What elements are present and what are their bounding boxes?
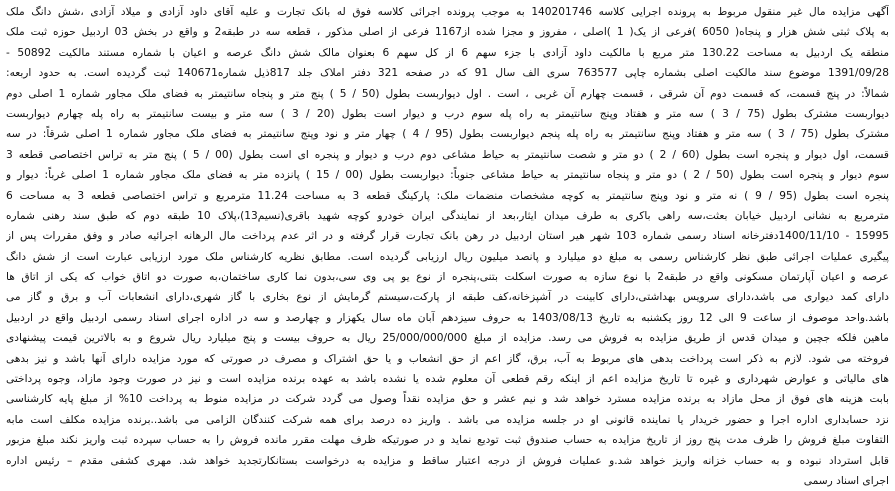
notice-line-15: دارای کمد دیواری می باشد،دارای سرویس بهداشتی،دارای کابینت در آشپزخانه،کف طبقه از پارکت،سیستم گرمایش از نوع بخاری با گاز شهری،دارای انشعابات آب و برق و گاز می: [6, 291, 889, 304]
notice-line-4: 1391/09/28 موضوع سند مالکیت اصلی بشماره چاپی 763577 سری الف سال 91 که در صفحه 321 دفتر املاک جلد 817ذیل شماره140671 ثبت گردیده است. به حدود اربعه:: [6, 67, 889, 80]
notice-line-18: فروخته می شود. لازم به ذکر است پرداخت بدهی های مربوط به آب، برق، گاز اعم از حق انشعاب و یا حق اشتراک و مصرف در صورتی که مورد مزایده دارای آنها باشد و نیز بدهی: [6, 352, 889, 365]
notice-line-2: به پلاک ثبتی شش هزار و پنجاه( 6050 )فرعی از یک( 1 )اصلی ، مفروز و مجزا شده از1167 فرعی از اصلی مذکور ، قطعه سه در طبقه2 و واقع در بخش 03 اردبیل حوزه ثبت ملک: [6, 26, 889, 39]
notice-line-23: قابل استرداد نبوده و به حساب خزانه واریز خواهد شد.و عملیات فروش از درجه اعتبار ساقط و مزایده به درخواست بستانکارتجدید خواهد شد. مهری کشفی مقدم – رئیس اداره: [6, 454, 889, 467]
notice-line-16: باشد.واحد موصوف از ساعت 9 الی 12 روز یکشنبه به تاریخ 1403/08/13 به حروف سیزدهم آبان ماه سال یکهزار و چهارصد و سه در اداره اجرای اسناد رسمی اردبیل واقع در اردبیل: [6, 311, 889, 324]
notice-line-19: های مالیاتی و عوارض شهرداری و غیره تا تاریخ مزایده اعم از اینکه رقم قطعی آن معلوم شده یا نشده باشد به عهده برنده مزایده است و نیز در صورت وجود مازاد، وجوه پرداختی: [6, 373, 889, 386]
notice-line-8: قسمت، اول دیوار و پنجره است بطول (60 / 2 ) دو متر و شصت سانتیمتر به حیاط مشاعی دوم درب و دیوار و پنجره ای است بطول (00 / 5 ) پنج متر به تراس اختصاصی قطعه 3: [6, 148, 889, 161]
notice-line-13: پیگیری عملیات اجرائی طبق نظر کارشناس رسمی به مبلغ دو میلیارد و پانصد میلیون ریال ارزیابی گردیده است. مطابق نظریه کارشناس ملک مورد ارزیابی عبارت است از شش دانگ: [6, 250, 889, 263]
notice-line-20: بابت هزینه های فوق از محل مازاد به برنده مزایده مسترد خواهد شد و نیم عشر و حق مزایده نقداً وصول می گردد شرکت در مزایده منوط به پرداخت 10% از مبلغ پایه کارشناسی: [6, 393, 889, 406]
notice-line-21: نزد حسابداری اداره اجرا و حضور خریدار یا نماینده قانونی او در جلسه مزایده می باشد . واریز ده درصد برای همه شرکت کنندگان الزامی می باشد..برنده مزایده مکلف است مابه: [6, 413, 889, 426]
notice-line-24: اجرای اسناد رسمی: [803, 474, 889, 487]
notice-line-17: ماهین فلکه جچین و میدان قدس از طریق مزایده به فروش می رسد. مزایده از مبلغ 25/000/000/000 ریال به حروف بیست و پنج میلیارد ریال شروع و به بالاترین قیمت پیشنهادی: [6, 332, 889, 345]
notice-line-7: مشترک بطول (75 / 3 ) سه متر و هفتاد وپنج سانتیمتر به راه پله پنجم دیواربست بطول (95 / 4 ) چهار متر و نود وپنج سانتیمتر به فضای ملک مجاور شماره 1 اصلی شرقاً: در سه: [6, 128, 889, 141]
notice-line-9: سوم دیوار و پنجره است بطول (50 / 2 ) دو متر و پنجاه سانتیمتر به حیاط مشاعی جنوباً: دیواربست بطول (00 / 15 ) پانزده متر به فضای ملک مجاور شماره 1 اصلی غرباً: دیوار و: [6, 169, 889, 182]
notice-line-3: منطقه یک اردبیل به مساحت 130.22 متر مربع با مالکیت داود آزادی با جزء سهم 6 از کل سهم 6 بعنوان مالک شش دانگ عرصه و اعیان با شماره مستند مالکیت 50892 -: [6, 46, 889, 59]
notice-line-11: مترمربع به نشانی اردبیل خیابان بعثت،سه راهی باکری به طرف میدان ایثار،بعد از نمایندگی ایران خودرو کوچه شهید باقری(نسیم13)،پلاک 10 طبقه دوم که طبق سند رهنی شماره: [6, 209, 889, 222]
notice-line-22: التفاوت مبلغ فروش را ظرف مدت پنج روز از تاریخ مزایده به حساب صندوق ثبت تودیع نماید و در صورتیکه ظرف مهلت مقرر مانده فروش را به حساب سپرده ثبت واریز نکند مبلغ مزبور: [6, 434, 889, 447]
notice-line-12: 15995 - 1400/11/10دفترخانه اسناد رسمی شماره 103 شهر هیر استان اردبیل در رهن بانک تجارت قرار گرفته و در اثر عدم پرداخت مال الرهانه اجرائیه صادر و وفق مقررات پس از: [6, 230, 889, 243]
notice-line-1: آگهی مزایده مال غیر منقول مربوط به پرونده اجرایی کلاسه 140201746 به موجب پرونده اجرائی کلاسه فوق له بانک تجارت و علیه آقای داود آزادی و میلاد آزادی ،شش دانگ ملک: [6, 6, 889, 18]
notice-line-5: شمالاً: در پنج قسمت، که قسمت دوم آن شرقی ، قسمت چهارم آن غربی ، است . اول دیواربست بطول (50 / 5 ) پنج متر و پنجاه سانتیمتر به فضای ملک مجاور شماره 1 اصلی دوم: [6, 87, 889, 100]
notice-line-6: دیواربست مشترک بطول (75 / 3 ) سه متر و هفتاد وپنج سانتیمتر به راه پله سوم درب و دیوار است بطول (20 / 3 ) سه متر و بیست سانتیمتر به راه پله چهارم دیواربست: [6, 107, 889, 120]
notice-line-10: پنجره است بطول (95 / 9 ) نه متر و نود وپنج سانتیمتر به کوچه مشخصات منضمات ملک: پارکینگ قطعه 3 به مساحت 11.24 مترمربع و تراس اختصاصی قطعه 3 به مساحت 6: [6, 189, 889, 202]
notice-line-14: عرصه و اعیان آپارتمان مسکونی واقع در طبقه2 با نوع سازه به صورت اسکلت بتنی،پنجره از نوع یو پی وی سی،بدون نما کاری ساختمان،به صورت دو اتاق خواب که یکی از اتاق ها: [6, 271, 889, 284]
